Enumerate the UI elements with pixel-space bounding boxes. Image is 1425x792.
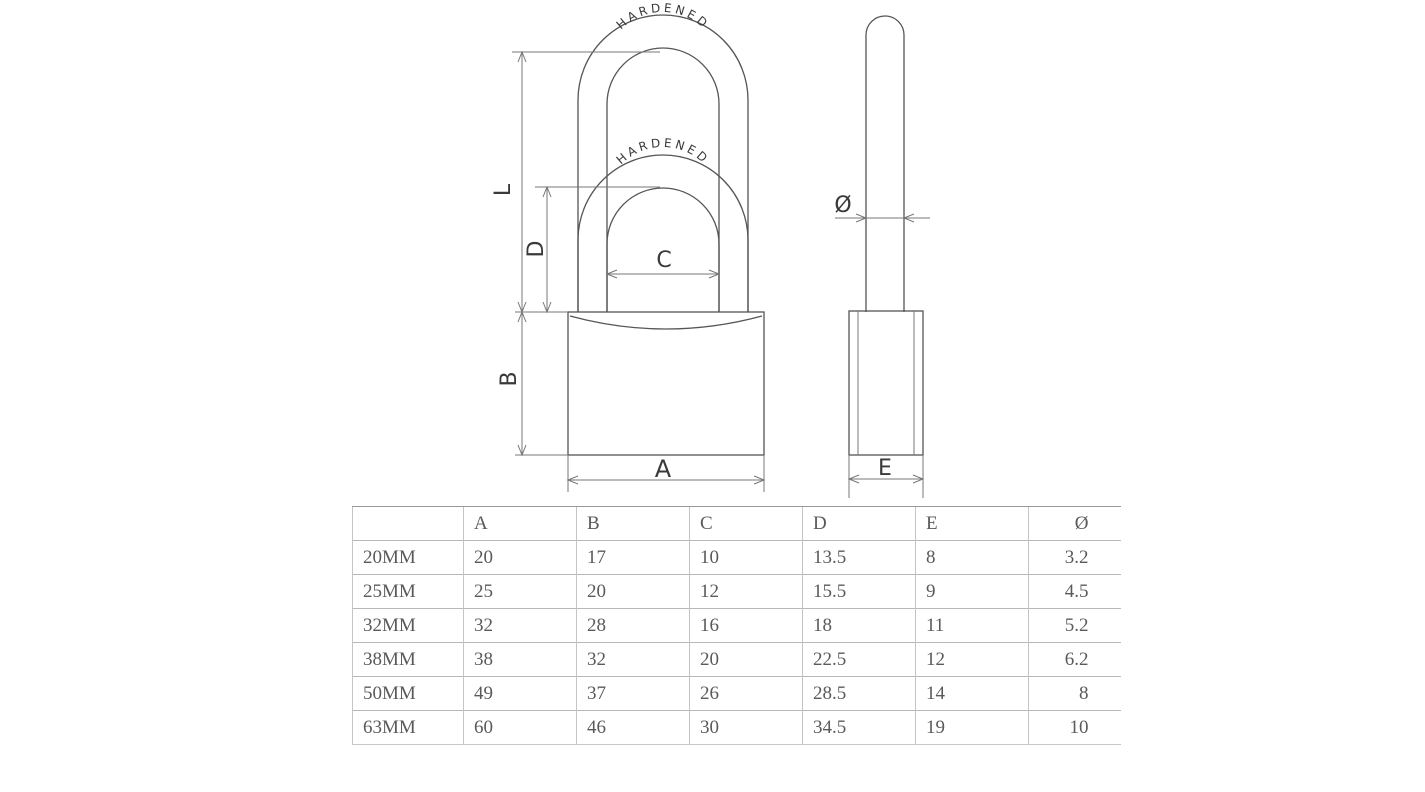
dimension-label-C: C xyxy=(656,248,672,273)
table-cell: 60 xyxy=(464,711,577,745)
table-header-cell: A xyxy=(464,507,577,541)
table-cell: 20MM xyxy=(353,541,464,575)
table-cell: 50MM xyxy=(353,677,464,711)
table-cell: 25MM xyxy=(353,575,464,609)
dimension-B xyxy=(497,312,568,455)
table-cell: 28 xyxy=(577,609,690,643)
table-cell: 11 xyxy=(916,609,1029,643)
table-cell: 20 xyxy=(690,643,803,677)
table-cell: 46 xyxy=(577,711,690,745)
table-header-cell: B xyxy=(577,507,690,541)
dimension-E xyxy=(849,455,923,498)
table-header-cell: D xyxy=(803,507,916,541)
dimension-label-L: L xyxy=(491,183,516,197)
lock-side-view xyxy=(849,16,923,455)
table-cell: 19 xyxy=(916,711,1029,745)
lock-body-front xyxy=(568,312,764,455)
table-header-row xyxy=(353,507,1121,541)
table-row xyxy=(353,711,1121,745)
dimension-table xyxy=(352,506,1121,745)
shackle-engraving-short: HARDENED xyxy=(613,135,713,168)
table-cell: 10 xyxy=(690,541,803,575)
table-header-cell: Ø xyxy=(1029,507,1121,541)
table-cell: 4.5 xyxy=(1029,575,1121,609)
dimension-label-E: E xyxy=(878,456,892,481)
table-cell: 12 xyxy=(916,643,1029,677)
table-cell: 5.2 xyxy=(1029,609,1121,643)
table-cell: 26 xyxy=(690,677,803,711)
dimension-L xyxy=(491,52,660,312)
table-row xyxy=(353,541,1121,575)
short-shackle xyxy=(578,136,748,312)
table-cell: 38 xyxy=(464,643,577,677)
table-cell: 20 xyxy=(464,541,577,575)
table-cell: 32MM xyxy=(353,609,464,643)
table-cell: 14 xyxy=(916,677,1029,711)
table-header-cell: E xyxy=(916,507,1029,541)
table-cell: 3.2 xyxy=(1029,541,1121,575)
table-cell: 9 xyxy=(916,575,1029,609)
table-row xyxy=(353,643,1121,677)
table-cell: 18 xyxy=(803,609,916,643)
dimension-label-D: D xyxy=(524,240,549,258)
table-row xyxy=(353,609,1121,643)
table-header-cell xyxy=(353,507,464,541)
table-cell: 10 xyxy=(1029,711,1121,745)
table-cell: 15.5 xyxy=(803,575,916,609)
shackle-engraving-tall: HARDENED xyxy=(613,0,713,33)
table-cell: 28.5 xyxy=(803,677,916,711)
dimension-C xyxy=(607,248,719,278)
dimension-label-diameter: Ø xyxy=(834,193,852,218)
dimension-A xyxy=(568,455,764,492)
dimension-label-B: B xyxy=(497,371,522,387)
table-cell: 25 xyxy=(464,575,577,609)
dimension-diameter xyxy=(834,193,930,222)
table-cell: 30 xyxy=(690,711,803,745)
table-row xyxy=(353,677,1121,711)
table-cell: 37 xyxy=(577,677,690,711)
table-header-cell: C xyxy=(690,507,803,541)
dimension-D xyxy=(524,187,660,312)
table-cell: 32 xyxy=(464,609,577,643)
table-cell: 63MM xyxy=(353,711,464,745)
table-cell: 34.5 xyxy=(803,711,916,745)
table-row xyxy=(353,575,1121,609)
table-cell: 8 xyxy=(916,541,1029,575)
table-cell: 22.5 xyxy=(803,643,916,677)
table-cell: 13.5 xyxy=(803,541,916,575)
table-cell: 12 xyxy=(690,575,803,609)
table-cell: 38MM xyxy=(353,643,464,677)
table-cell: 49 xyxy=(464,677,577,711)
table-cell: 20 xyxy=(577,575,690,609)
table-cell: 16 xyxy=(690,609,803,643)
table-cell: 17 xyxy=(577,541,690,575)
dimension-label-A: A xyxy=(654,455,672,483)
table-cell: 6.2 xyxy=(1029,643,1121,677)
table-cell: 8 xyxy=(1029,677,1121,711)
table-cell: 32 xyxy=(577,643,690,677)
